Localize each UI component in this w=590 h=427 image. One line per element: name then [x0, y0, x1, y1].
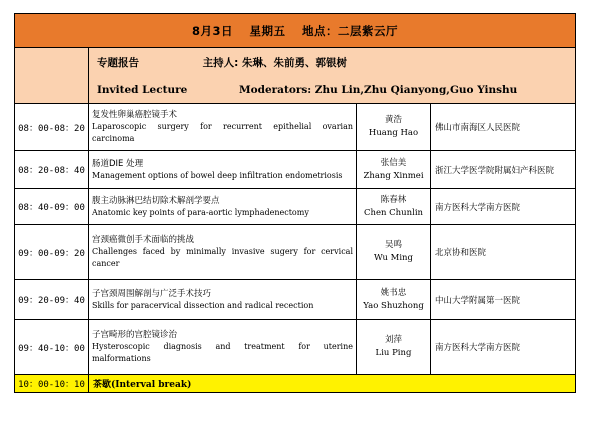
section-cell: [89, 48, 576, 104]
speaker-cn: 姚书忠: [380, 287, 407, 298]
speaker-en: Liu Ping: [375, 348, 412, 358]
topic-cn: 子宫畸形的宫腔镜诊治: [92, 330, 178, 340]
section-row: [15, 48, 576, 104]
row-institution: 南方医科大学南方医院: [431, 189, 576, 225]
speaker-en: Chen Chunlin: [363, 207, 424, 218]
speaker-en: Wu Ming: [374, 253, 413, 263]
row-institution: 中山大学附属第一医院: [431, 280, 576, 320]
row-institution: 浙江大学医学院附属妇产科医院: [431, 151, 576, 189]
header-location: 地点：二层紫云厅: [302, 23, 399, 38]
topic-en: Laparoscopic surgery for recurrent epithelial ovarian carcinoma: [92, 122, 353, 143]
header-row: [15, 14, 576, 48]
break-label: 茶歇(Interval break): [89, 375, 576, 393]
row-institution: 北京协和医院: [431, 225, 576, 280]
row-time: 08：00-08：20: [15, 104, 89, 151]
row-topic: [89, 320, 357, 375]
row-time: 09：20-09：40: [15, 280, 89, 320]
break-time: 10：00-10：10: [15, 375, 89, 393]
row-speaker: [357, 280, 431, 320]
row-institution: 南方医科大学南方医院: [431, 320, 576, 375]
row-topic: [89, 151, 357, 189]
topic-en: Skills for paracervical dissection and radical recection: [92, 300, 314, 310]
topic-en: Challenges faced by minimally invasive sugery for cervical cancer: [92, 247, 353, 268]
row-speaker: [357, 225, 431, 280]
row-time: 09：00-09：20: [15, 225, 89, 280]
row-speaker: [357, 151, 431, 189]
speaker-cn: 张信美: [380, 157, 407, 168]
section-title-cn: 专题报告: [97, 57, 139, 69]
break-row: [15, 375, 576, 393]
row-time: 08：40-09：00: [15, 189, 89, 225]
topic-cn: 子宫颈周围解剖与广泛手术技巧: [92, 288, 212, 299]
header-date: 8月3日: [192, 23, 234, 38]
section-title-en: Invited Lecture: [97, 84, 188, 96]
row-speaker: [357, 320, 431, 375]
table-row: [15, 189, 576, 225]
topic-en: Management options of bowel deep infiltration endometriosis: [92, 170, 343, 180]
row-speaker: [357, 189, 431, 225]
speaker-en: Huang Hao: [368, 128, 419, 138]
schedule-table: [14, 13, 576, 393]
row-topic: [89, 225, 357, 280]
speaker-cn: 黄浩: [384, 115, 402, 125]
header-cell: [15, 14, 576, 48]
section-blank-cell: [15, 48, 89, 104]
table-row: [15, 104, 576, 151]
topic-en: Hysteroscopic diagnosis and treatment for uterine malformations: [92, 342, 353, 363]
topic-cn: 宫颈癌微创手术面临的挑战: [92, 235, 195, 245]
row-institution: 佛山市南海区人民医院: [431, 104, 576, 151]
row-time: 08：20-08：40: [15, 151, 89, 189]
speaker-en: Yao Shuzhong: [363, 300, 424, 311]
topic-cn: 肠道DIE 处理: [92, 158, 144, 169]
table-row: [15, 225, 576, 280]
row-topic: [89, 280, 357, 320]
section-chairs-en: Moderators: Zhu Lin,Zhu Qianyong,Guo Yinshu: [238, 84, 518, 96]
speaker-cn: 陈春林: [380, 194, 407, 205]
row-time: 09：40-10：00: [15, 320, 89, 375]
table-row: [15, 151, 576, 189]
topic-cn: 腹主动脉淋巴结切除术解剖学要点: [92, 195, 220, 206]
row-speaker: [357, 104, 431, 151]
topic-cn: 复发性卵巢癌腔镜手术: [92, 110, 178, 120]
table-row: [15, 280, 576, 320]
topic-en: Anatomic key points of para-aortic lymphadenectomy: [92, 207, 309, 217]
section-chairs-cn: 主持人: 朱琳、朱前勇、郭银树: [202, 57, 348, 69]
row-topic: [89, 104, 357, 151]
row-topic: [89, 189, 357, 225]
header-weekday: 星期五: [249, 23, 286, 38]
speaker-cn: 吴鸣: [384, 240, 402, 250]
speaker-cn: 刘萍: [384, 335, 402, 345]
table-row: [15, 320, 576, 375]
speaker-en: Zhang Xinmei: [363, 170, 424, 181]
